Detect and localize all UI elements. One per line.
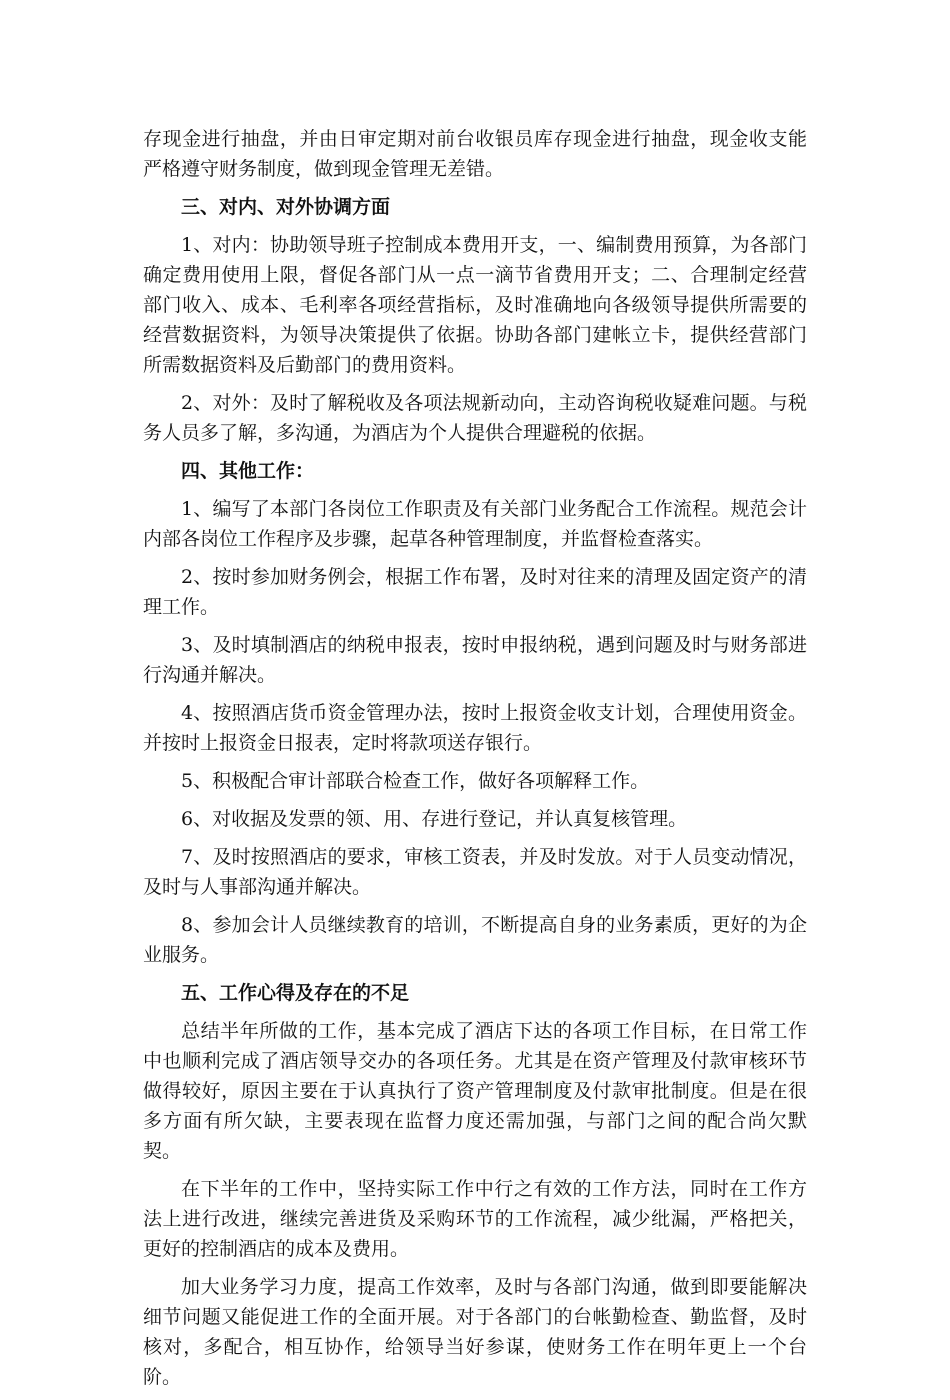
paragraph-item-3: 3、及时填制酒店的纳税申报表，按时申报纳税，遇到问题及时与财务部进行沟通并解决。 <box>143 634 807 686</box>
paragraph-item-4: 4、按照酒店货币资金管理办法，按时上报资金收支计划，合理使用资金。并按时上报资金日报表，定时将款项送存银行。 <box>143 702 807 754</box>
section-heading-reflections: 五、工作心得及存在的不足 <box>181 982 410 1004</box>
paragraph-item-5: 5、积极配合审计部联合检查工作，做好各项解释工作。 <box>181 770 650 792</box>
paragraph-item-7: 7、及时按照酒店的要求，审核工资表，并及时发放。对于人员变动情况，及时与人事部沟通并解决。 <box>143 846 807 898</box>
paragraph-continuation: 存现金进行抽盘，并由日审定期对前台收银员库存现金进行抽盘，现金收支能严格遵守财务制度，做到现金管理无差错。 <box>143 128 807 180</box>
paragraph-item-6: 6、对收据及发票的领、用、存进行登记，并认真复核管理。 <box>181 808 688 830</box>
paragraph-item-1: 1、编写了本部门各岗位工作职责及有关部门业务配合工作流程。规范会计内部各岗位工作程序及步骤，起草各种管理制度，并监督检查落实。 <box>143 498 807 550</box>
paragraph-study-effort: 加大业务学习力度，提高工作效率，及时与各部门沟通，做到即要能解决细节问题又能促进工作的全面开展。对于各部门的台帐勤检查、勤监督，及时核对，多配合，相互协作，给领导当好参谋，使财务工作在明年更上一个台阶。 <box>143 1276 807 1388</box>
paragraph-summary: 总结半年所做的工作，基本完成了酒店下达的各项工作目标，在日常工作中也顺利完成了酒店领导交办的各项任务。尤其是在资产管理及付款审核环节做得较好，原因主要在于认真执行了资产管理制度及付款审批制度。但是在很多方面有所欠缺，主要表现在监督力度还需加强，与部门之间的配合尚欠默契。 <box>143 1020 807 1162</box>
paragraph-internal: 1、对内：协助领导班子控制成本费用开支，一、编制费用预算，为各部门确定费用使用上限，督促各部门从一点一滴节省费用开支；二、合理制定经营部门收入、成本、毛利率各项经营指标，及时准确地向各级领导提供所需要的经营数据资料，为领导决策提供了依据。协助各部门建帐立卡，提供经营部门所需数据资料及后勤部门的费用资料。 <box>143 234 807 376</box>
paragraph-item-2: 2、按时参加财务例会，根据工作布署，及时对往来的清理及固定资产的清理工作。 <box>143 566 807 618</box>
document-body <box>143 124 807 1400</box>
paragraph-external: 2、对外：及时了解税收及各项法规新动向，主动咨询税收疑难问题。与税务人员多了解，多沟通，为酒店为个人提供合理避税的依据。 <box>143 392 807 444</box>
section-heading-coordination: 三、对内、对外协调方面 <box>181 196 391 218</box>
paragraph-item-8: 8、参加会计人员继续教育的培训，不断提高自身的业务素质，更好的为企业服务。 <box>143 914 807 966</box>
section-heading-other-work: 四、其他工作： <box>181 460 315 482</box>
paragraph-second-half-plan: 在下半年的工作中，坚持实际工作中行之有效的工作方法，同时在工作方法上进行改进，继续完善进货及采购环节的工作流程，减少纰漏，严格把关，更好的控制酒店的成本及费用。 <box>143 1178 807 1260</box>
